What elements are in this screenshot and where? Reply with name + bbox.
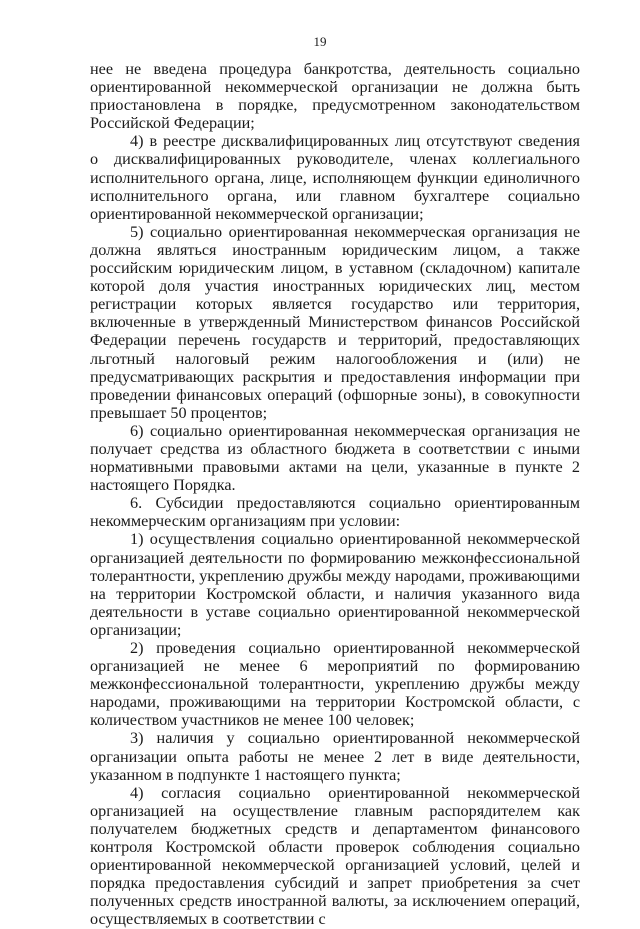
paragraph-1: нее не введена процедура банкротства, деятельность социально ориентированной некоммерческой организации не должна быть приостановлена в порядке, предусмотренном законодательством Российской Федерации; — [90, 60, 580, 133]
page-number: 19 — [313, 34, 327, 49]
paragraph-2: 4) в реестре дисквалифицированных лиц отсутствуют сведения о дисквалифицированных руководителе, членах коллегиального исполнительного органа, лице, исполняющем функции единоличного исполнительного органа, или главном бухгалтере социально ориентированной некоммерческой организации; — [90, 132, 580, 223]
paragraph-5: 6. Субсидии предоставляются социально ориентированным некоммерческим организациям при условии: — [90, 494, 580, 531]
paragraph-8: 3) наличия у социально ориентированной некоммерческой организации опыта работы не менее 2 лет в виде деятельности, указанном в подпункте 1 настоящего пункта; — [90, 729, 580, 784]
paragraph-4: 6) социально ориентированная некоммерческая организация не получает средства из областного бюджета в соответствии с иными нормативными правовыми актами на цели, указанные в пункте 2 настоящего Порядка. — [90, 421, 580, 495]
paragraph-9: 4) согласия социально ориентированной некоммерческой организацией на осуществление главным распорядителем как получателем бюджетных средств и департаментом финансового контроля Костромской области проверок соблюдения социально ориентированной некоммерческой организацией условий, целей и порядка предоставления субсидий и запрет приобретения за счет полученных средств иностранной валюты, за исключением операций, осуществляемых в соответствии с — [90, 783, 580, 929]
paragraph-6: 1) осуществления социально ориентированной некоммерческой организацией деятельности по формированию межконфессиональной толерантности, укреплению дружбы между народами, проживающими на территории Костромской области, и наличия указанного вида деятельности в уставе социально ориентированной некоммерческой организации; — [90, 530, 580, 639]
paragraph-7: 2) проведения социально ориентированной некоммерческой организацией не менее 6 мероприятий по формированию межконфессиональной толерантности, укреплению дружбы между народами, проживающими на территории Костромской области, с количеством участников не менее 100 человек; — [90, 639, 580, 730]
document-body — [90, 60, 580, 929]
paragraph-3: 5) социально ориентированная некоммерческая организация не должна являться иностранным юридическим лицом, а также российским юридическим лицом, в уставном (складочном) капитале которой доля участия иностранных юридических лиц, местом регистрации которых является государство или территория, включенные в утвержденный Министерством финансов Российской Федерации перечень государств и территорий, предоставляющих льготный налоговый режим налогообложения и (или) не предусматривающих раскрытия и предоставления информации при проведении финансовых операций (офшорные зоны), в совокупности превышает 50 процентов; — [90, 222, 580, 422]
